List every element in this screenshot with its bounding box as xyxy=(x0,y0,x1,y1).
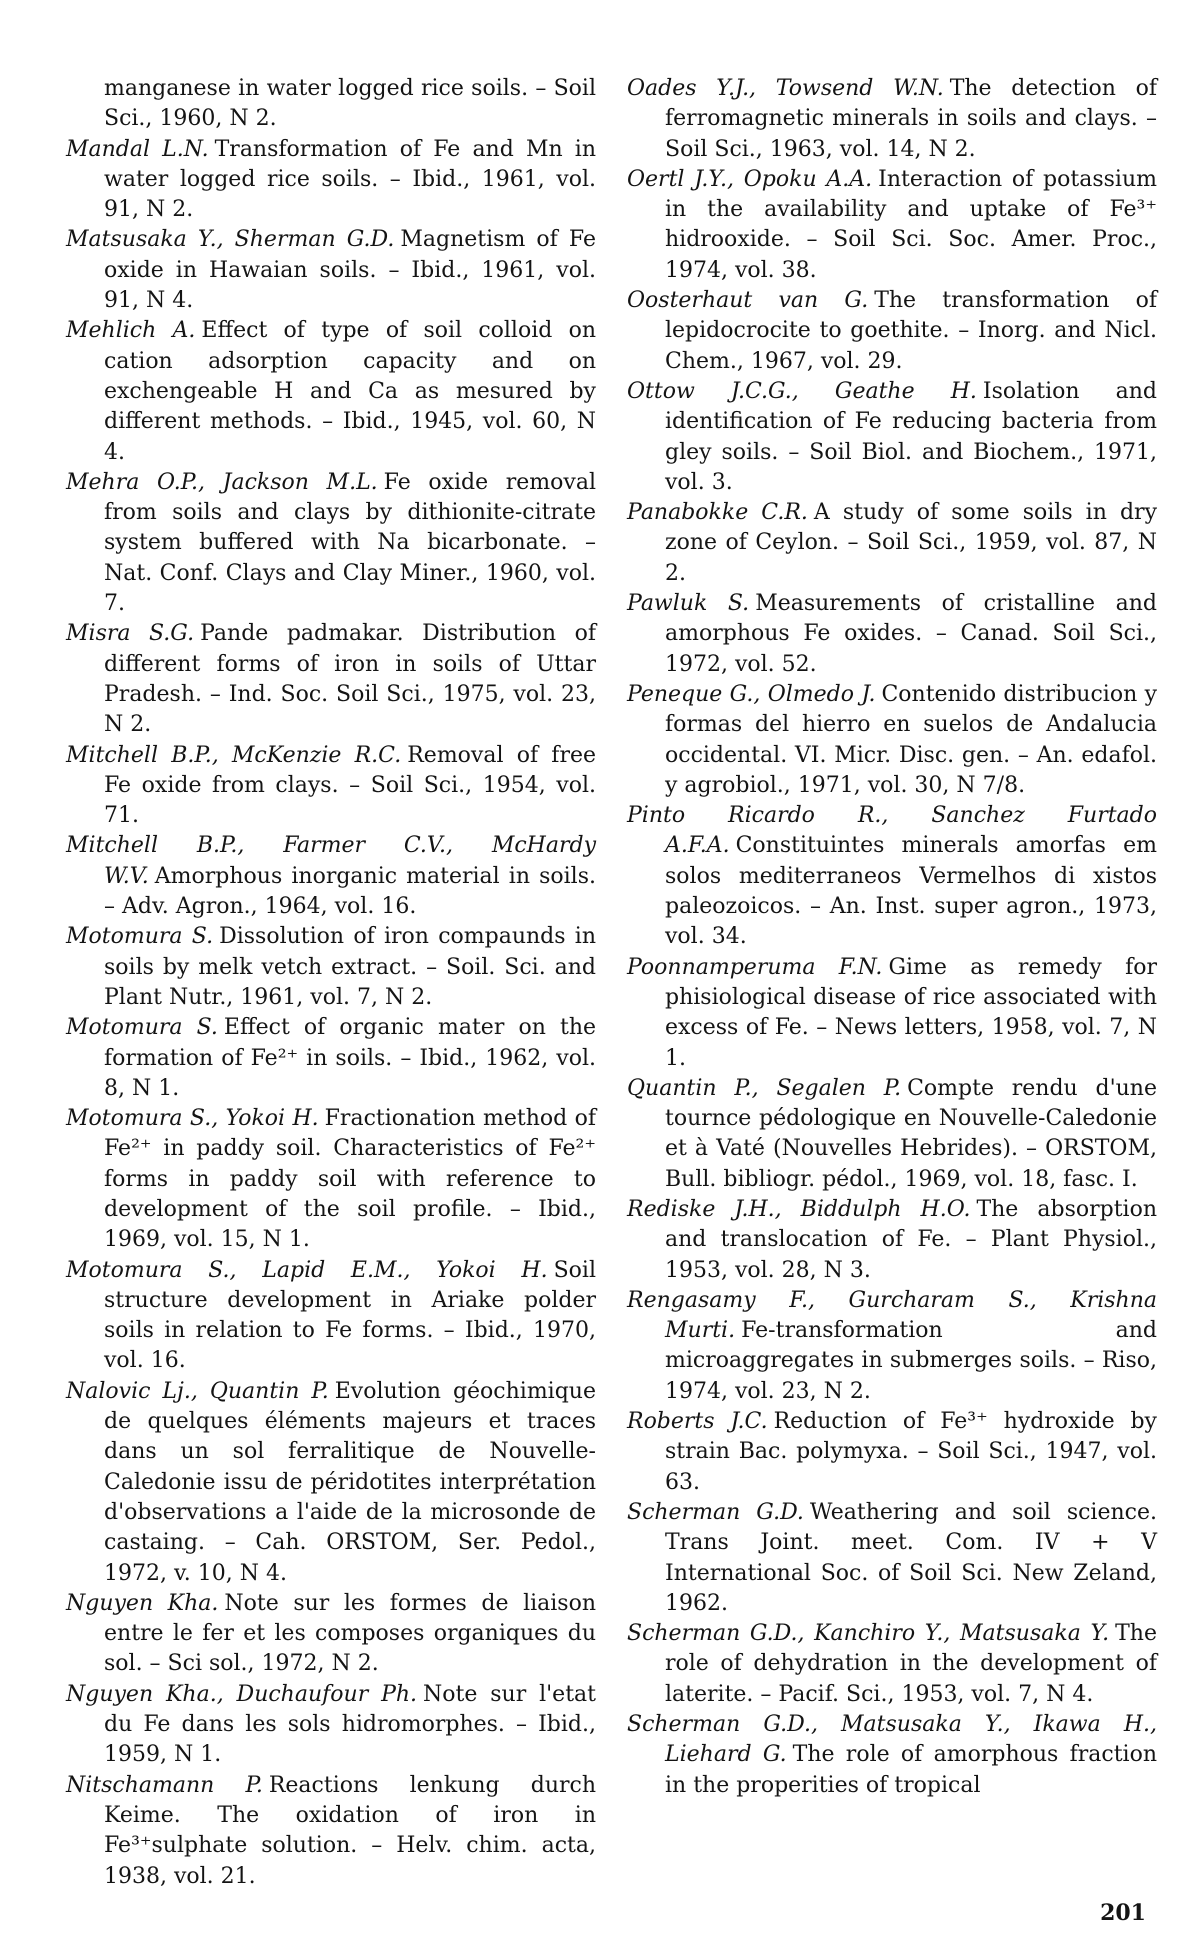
reference-text: A study of some soils in dry zone of Ceylon. – Soil Sci., 1959, vol. 87, N 2. xyxy=(665,500,1157,586)
reference-entry xyxy=(627,1710,1157,1801)
reference-author: Peneque G., Olmedo J. xyxy=(627,681,876,707)
reference-entry xyxy=(627,1195,1157,1286)
reference-entry xyxy=(627,953,1157,1074)
reference-text: Amorphous inorganic material in soils. – Adv. Agron., 1964, vol. 16. xyxy=(104,863,596,920)
reference-text: Contenido distribucion y formas del hierro en suelos de Andalucia occidental. VI. Micr. Disc. gen. – An. edafol. y agrobiol., 1971, vol. 30, N 7/8. xyxy=(665,681,1158,798)
reference-author: Nalovic Lj., Quantin P. xyxy=(66,1378,329,1404)
reference-entry xyxy=(66,741,596,832)
reference-entry xyxy=(627,1286,1157,1407)
reference-entry xyxy=(627,498,1157,589)
reference-entry xyxy=(627,801,1157,952)
reference-entry xyxy=(66,1680,596,1771)
reference-text: The role of amorphous fraction in the properities of tropical xyxy=(665,1742,1158,1798)
reference-text: Dissolution of iron compaunds in soils by melk vetch extract. – Soil. Sci. and Plant Nutr., 1961, vol. 7, N 2. xyxy=(104,924,596,1010)
reference-entry xyxy=(66,74,596,135)
reference-entry xyxy=(66,922,596,1013)
reference-text: Pande padmakar. Distribution of different forms of iron in soils of Uttar Pradesh. – Ind. Soc. Soil Sci., 1975, vol. 23, N 2. xyxy=(104,621,596,738)
reference-author: Mitchell B.P., McKenzie R.C. xyxy=(66,742,402,768)
reference-author: Roberts J.C. xyxy=(627,1409,768,1435)
reference-text: Evolution géochimique de quelques éléments majeurs et traces dans un sol ferralitique de Nouvelle-Caledonie issu de péridotites interprétation d'observations a l'aide de la microsonde de castaing. – Cah. ORSTOM, Ser. Pedol., 1972, v. 10, N 4. xyxy=(104,1378,596,1586)
reference-text: Reduction of Fe³⁺ hydroxide by strain Bac. polymyxa. – Soil Sci., 1947, vol. 63. xyxy=(665,1409,1157,1495)
reference-text: Effect of organic mater on the formation of Fe²⁺ in soils. – Ibid., 1962, vol. 8, N 1. xyxy=(104,1015,597,1101)
reference-text: Soil structure development in Ariake polder soils in relation to Fe forms. – Ibid., 1970, vol. 16. xyxy=(104,1257,596,1374)
reference-author: Mehra O.P., Jackson M.L. xyxy=(66,469,378,495)
reference-author: Motomura S. xyxy=(66,924,214,950)
reference-entry xyxy=(66,831,596,922)
reference-entry xyxy=(66,1589,596,1680)
page-number: 201 xyxy=(1100,1900,1146,1926)
reference-entry xyxy=(627,1498,1157,1619)
reference-author: Oosterhaut van G. xyxy=(627,288,869,314)
reference-entry xyxy=(627,1407,1157,1498)
reference-author: Oertl J.Y., Opoku A.A. xyxy=(627,166,873,192)
reference-text: Magnetism of Fe oxide in Hawaian soils. – Ibid., 1961, vol. 91, N 4. xyxy=(104,227,596,314)
reference-author: Rediske J.H., Biddulph H.O. xyxy=(627,1196,971,1222)
reference-text: Compte rendu d'une tournce pédologique en Nouvelle-Caledonie et à Vaté (Nouvelles Hebrides). – ORSTOM, Bull. bibliogr. pédol., 1969, vol. 18, fasc. I. xyxy=(665,1075,1157,1192)
reference-entry xyxy=(66,316,596,467)
reference-author: Quantin P., Segalen P. xyxy=(627,1075,902,1101)
reference-author: Motomura S., Lapid E.M., Yokoi H. xyxy=(66,1257,548,1283)
reference-entry xyxy=(66,1104,596,1255)
reference-author: Poonnamperuma F.N. xyxy=(627,954,883,980)
reference-text: The detection of ferromagnetic minerals in soils and clays. – Soil Sci., 1963, vol. 14, N 2. xyxy=(665,76,1157,162)
reference-entry xyxy=(627,377,1157,498)
reference-entry xyxy=(66,619,596,740)
reference-author: Mandal L.N. xyxy=(66,136,209,162)
reference-author: Oades Y.J., Towsend W.N. xyxy=(627,76,944,101)
left-column xyxy=(66,74,596,1892)
reference-author: Ottow J.C.G., Geathe H. xyxy=(627,378,977,404)
reference-author: Pawluk S. xyxy=(627,591,750,617)
reference-text: Note sur l'etat du Fe dans les sols hidromorphes. – Ibid., 1959, N 1. xyxy=(104,1681,597,1768)
reference-entry xyxy=(627,1619,1157,1710)
reference-author: Matsusaka Y., Sherman G.D. xyxy=(66,227,395,253)
reference-author: Pinto Ricardo R., Sanchez Furtado A.F.A. xyxy=(627,803,1157,859)
reference-text: Fe oxide removal from soils and clays by dithionite-citrate system buffered with Na bicarbonate. – Nat. Conf. Clays and Clay Miner., 1960, vol. 7. xyxy=(104,469,596,617)
reference-entry xyxy=(627,1074,1157,1195)
reference-text: Gime as remedy for phisiological disease of rice associated with excess of Fe. – News letters, 1958, vol. 7, N 1. xyxy=(665,954,1157,1071)
reference-text: The absorption and translocation of Fe. – Plant Physiol., 1953, vol. 28, N 3. xyxy=(665,1196,1157,1283)
reference-text: Interaction of potassium in the availability and uptake of Fe³⁺ hidrooxide. – Soil Sci. Soc. Amer. Proc., 1974, vol. 38. xyxy=(665,166,1157,283)
reference-text: Fractionation method of Fe²⁺ in paddy soil. Characteristics of Fe²⁺ forms in paddy soil with reference to development of the soil profile. – Ibid., 1969, vol. 15, N 1. xyxy=(104,1106,597,1253)
reference-entry xyxy=(627,165,1157,286)
reference-entry xyxy=(66,1013,596,1104)
reference-entry xyxy=(627,680,1157,801)
reference-text: Effect of type of soil colloid on cation adsorption capacity and on exchengeable H and Ca as mesured by different methods. – Ibid., 1945, vol. 60, N 4. xyxy=(104,318,596,465)
reference-author: Mehlich A. xyxy=(66,318,196,344)
reference-text: Transformation of Fe and Mn in water logged rice soils. – Ibid., 1961, vol. 91, N 2. xyxy=(104,136,596,223)
reference-entry xyxy=(66,468,596,619)
reference-author: Scherman G.D., Matsusaka Y., Ikawa H., Liehard G. xyxy=(627,1712,1157,1768)
reference-author: Misra S.G. xyxy=(66,621,195,647)
reference-text: Constituintes minerals amorfas em solos mediterraneos Vermelhos di xistos paleozoicos. – An. Inst. super agron., 1973, vol. 34. xyxy=(665,833,1157,950)
reference-text: The transformation of lepidocrocite to goethite. – Inorg. and Nicl. Chem., 1967, vol. 29. xyxy=(665,288,1157,374)
reference-author: Mitchell B.P., Farmer C.V., McHardy W.V. xyxy=(66,833,596,889)
reference-text: Isolation and identification of Fe reducing bacteria from gley soils. – Soil Biol. and Biochem., 1971, vol. 3. xyxy=(665,378,1157,495)
reference-entry xyxy=(627,74,1157,165)
reference-author: Nitschamann P. xyxy=(66,1772,263,1798)
reference-entry xyxy=(627,589,1157,680)
reference-entry xyxy=(627,286,1157,377)
reference-text: Note sur les formes de liaison entre le fer et les composes organiques du sol. – Sci sol., 1972, N 2. xyxy=(104,1590,597,1677)
reference-author: Nguyen Kha. xyxy=(66,1590,219,1616)
reference-text: Reactions lenkung durch Keime. The oxidation of iron in Fe³⁺sulphate solution. – Helv. chim. acta, 1938, vol. 21. xyxy=(104,1772,597,1889)
reference-entry xyxy=(66,135,596,226)
reference-author: Rengasamy F., Gurcharam S., Krishna Murti. xyxy=(627,1287,1157,1344)
reference-entry xyxy=(66,1771,596,1892)
right-column xyxy=(627,74,1157,1801)
reference-author: Nguyen Kha., Duchaufour Ph. xyxy=(66,1681,418,1707)
reference-text: manganese in water logged rice soils. – Soil Sci., 1960, N 2. xyxy=(104,76,596,132)
reference-author: Motomura S., Yokoi H. xyxy=(66,1106,319,1132)
reference-text: The role of dehydration in the development of laterite. – Pacif. Sci., 1953, vol. 7, N 4. xyxy=(665,1621,1157,1707)
reference-entry xyxy=(66,1377,596,1589)
reference-author: Panabokke C.R. xyxy=(627,500,808,526)
reference-author: Motomura S. xyxy=(66,1015,218,1041)
reference-text: Weathering and soil science. Trans Joint. meet. Com. IV + V International Soc. of Soil Sci. New Zeland, 1962. xyxy=(665,1499,1157,1616)
reference-author: Scherman G.D. xyxy=(627,1499,804,1525)
reference-entry xyxy=(66,225,596,316)
reference-text: Removal of free Fe oxide from clays. – Soil Sci., 1954, vol. 71. xyxy=(104,742,597,829)
reference-text: Fe-transformation and microaggregates in submerges soils. – Riso, 1974, vol. 23, N 2. xyxy=(665,1318,1157,1404)
reference-text: Measurements of cristalline and amorphous Fe oxides. – Canad. Soil Sci., 1972, vol. 52. xyxy=(665,591,1157,677)
reference-author: Scherman G.D., Kanchiro Y., Matsusaka Y. xyxy=(627,1621,1110,1647)
reference-entry xyxy=(66,1256,596,1377)
